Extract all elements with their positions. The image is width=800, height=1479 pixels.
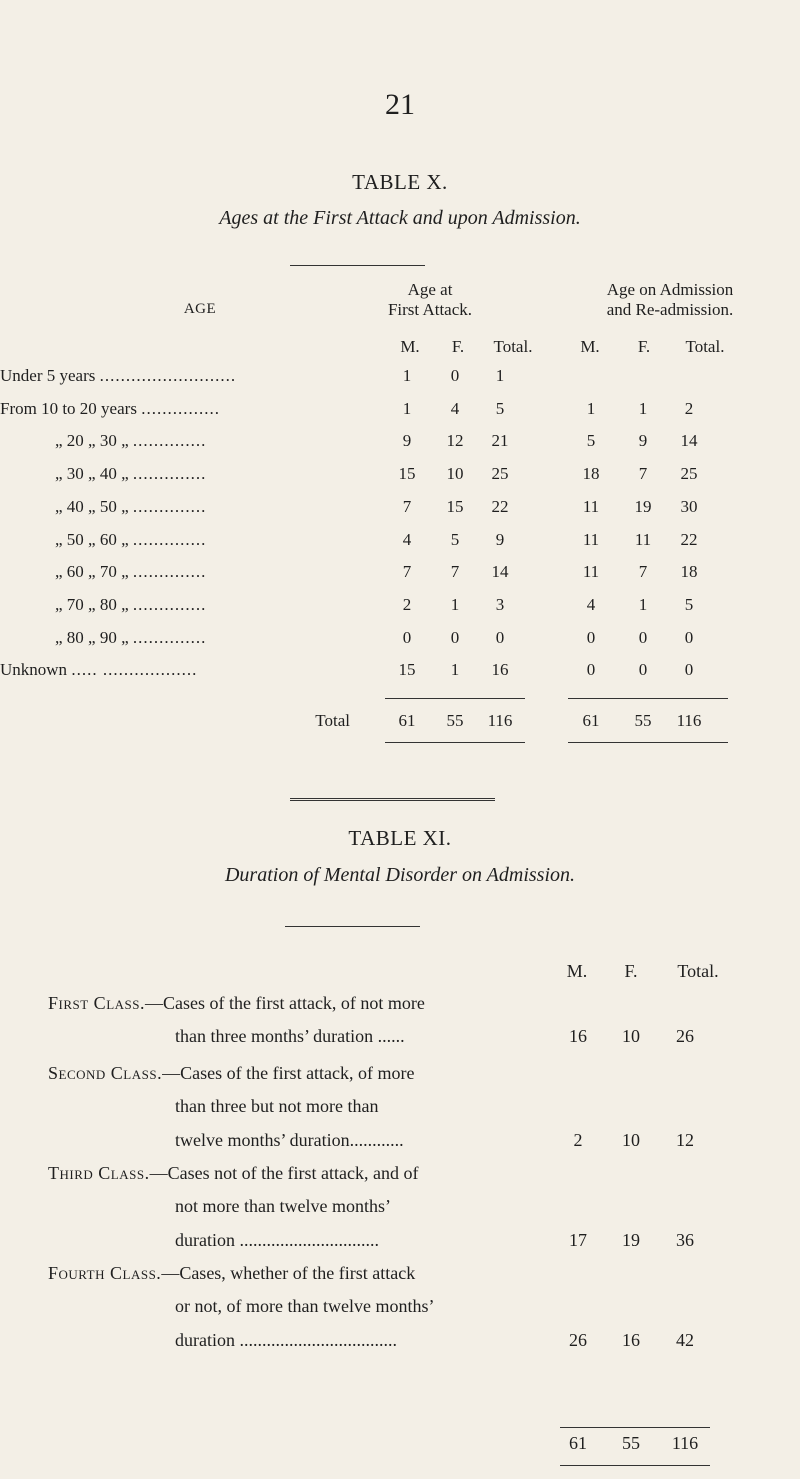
ad-m-cell: 11 xyxy=(582,529,600,549)
table10-top-rule xyxy=(290,265,425,266)
row-label xyxy=(0,399,220,419)
class-desc-line: —Cases, whether of the first attack xyxy=(161,1263,416,1283)
class-desc-line: or not, of more than twelve months’ xyxy=(175,1296,435,1317)
row-label-text: From 10 to 20 years xyxy=(0,398,137,418)
group-admission-line2: and Re-admission. xyxy=(606,300,734,319)
fa-total-cell: 14 xyxy=(491,562,509,582)
ad-total-cell: 14 xyxy=(680,431,698,451)
t11-f-cell: 19 xyxy=(622,1229,640,1250)
section-divider xyxy=(290,798,495,801)
row-label-text: „ 20 „ 30 „ xyxy=(55,431,129,451)
class-desc-line: —Cases of the first attack, of more xyxy=(162,1063,415,1083)
t11-m-cell: 17 xyxy=(569,1229,587,1250)
group-first-attack-line1: Age at xyxy=(407,280,453,299)
class-name: Second Class. xyxy=(48,1063,163,1083)
fa-total-m: 61 xyxy=(398,711,416,730)
t11-f-header: F. xyxy=(624,961,638,981)
ad-m-cell: 18 xyxy=(582,464,600,484)
fa-total-cell: 5 xyxy=(495,398,505,418)
ad-m-cell: 4 xyxy=(586,594,596,614)
row-label xyxy=(0,660,197,680)
fa-m-cell: 7 xyxy=(402,496,412,516)
t11-total-rule xyxy=(560,1427,710,1428)
t11-total-m: 61 xyxy=(569,1433,587,1453)
fa-f-cell: 0 xyxy=(450,366,460,385)
t11-m-cell: 2 xyxy=(573,1129,583,1150)
t11-total-cell: 36 xyxy=(676,1229,694,1250)
ad-total-header: Total. xyxy=(685,337,725,356)
leader-dots: .............. xyxy=(132,627,207,647)
fa-total-cell: 22 xyxy=(491,496,509,516)
fa-f-header: F. xyxy=(451,337,465,356)
ad-total-cell: 2 xyxy=(684,398,694,418)
fa-total-cell: 21 xyxy=(491,431,509,451)
row-label xyxy=(55,595,206,615)
total-label: Total xyxy=(315,711,350,730)
fa-f-cell: 1 xyxy=(450,660,460,680)
ad-m-cell: 1 xyxy=(586,398,596,418)
row-label-text: „ 60 „ 70 „ xyxy=(55,562,129,582)
class-heading-line xyxy=(48,1263,415,1284)
group-admission-header xyxy=(560,280,780,320)
leader-dots: .......................... xyxy=(99,366,237,385)
row-label-text: Unknown xyxy=(0,660,68,680)
ad-m-cell: 11 xyxy=(582,562,600,582)
fa-total-cell: 25 xyxy=(491,464,509,484)
leader-dots: .............. xyxy=(132,529,207,549)
row-label xyxy=(55,628,206,648)
row-label xyxy=(55,530,206,550)
class-desc-line: —Cases not of the first attack, and of xyxy=(149,1163,419,1183)
row-label-text: „ 70 „ 80 „ xyxy=(55,594,129,614)
row-label-text: „ 40 „ 50 „ xyxy=(55,496,129,516)
table10-subtitle: Ages at the First Attack and upon Admission. xyxy=(219,207,581,229)
fa-m-cell: 9 xyxy=(402,431,412,451)
class-desc-line: than three months’ duration ...... xyxy=(175,1026,405,1047)
fa-bottom-rule xyxy=(385,742,525,743)
fa-f-cell: 15 xyxy=(446,496,464,516)
row-label xyxy=(55,497,206,517)
ad-f-cell: 1 xyxy=(638,398,648,418)
row-label xyxy=(55,431,206,451)
ad-f-header: F. xyxy=(637,337,651,356)
row-label-text: „ 50 „ 60 „ xyxy=(55,529,129,549)
ad-m-cell: 0 xyxy=(586,627,596,647)
fa-total-cell: 0 xyxy=(495,627,505,647)
ad-total-rule xyxy=(568,698,728,699)
ad-m-cell: 5 xyxy=(586,431,596,451)
class-desc-line: than three but not more than xyxy=(175,1096,379,1117)
fa-m-cell: 1 xyxy=(402,398,412,418)
leader-dots: ............... xyxy=(141,398,220,418)
fa-f-cell: 0 xyxy=(450,627,460,647)
t11-m-cell: 16 xyxy=(569,1026,587,1047)
class-desc-line: duration ................................... xyxy=(175,1329,397,1350)
class-name: Third Class. xyxy=(48,1163,150,1183)
ad-total-cell: 30 xyxy=(680,496,698,516)
fa-f-cell: 12 xyxy=(446,431,464,451)
t11-total-cell: 26 xyxy=(676,1026,694,1047)
fa-total-cell: 3 xyxy=(495,594,505,614)
fa-total-cell: 1 xyxy=(495,366,505,385)
class-desc-line: duration ............................... xyxy=(175,1229,379,1250)
t11-total-f: 55 xyxy=(622,1433,640,1453)
row-label-text: „ 30 „ 40 „ xyxy=(55,464,129,484)
ad-bottom-rule xyxy=(568,742,728,743)
class-name: Fourth Class. xyxy=(48,1263,162,1283)
col-age-header: AGE xyxy=(183,301,217,317)
ad-total-cell: 0 xyxy=(684,627,694,647)
group-first-attack-header xyxy=(360,280,500,320)
ad-total-cell: 22 xyxy=(680,529,698,549)
ad-f-cell: 19 xyxy=(634,496,652,516)
class-desc-line: —Cases of the first attack, of not more xyxy=(144,993,425,1013)
fa-m-header: M. xyxy=(400,337,420,356)
ad-m-cell: 0 xyxy=(586,660,596,680)
fa-total-rule xyxy=(385,698,525,699)
fa-f-cell: 4 xyxy=(450,398,460,418)
fa-f-cell: 7 xyxy=(450,562,460,582)
ad-f-cell: 7 xyxy=(638,562,648,582)
table11-title: TABLE XI. xyxy=(348,826,452,850)
leader-dots: .............. xyxy=(132,496,207,516)
t11-total-cell: 42 xyxy=(676,1329,694,1350)
ad-f-cell: 7 xyxy=(638,464,648,484)
t11-f-cell: 10 xyxy=(622,1129,640,1150)
leader-dots: .............. xyxy=(132,464,207,484)
ad-total-cell: 0 xyxy=(684,660,694,680)
class-heading-line xyxy=(48,1163,419,1184)
fa-total-total: 116 xyxy=(487,711,513,730)
row-label xyxy=(55,464,206,484)
ad-total-cell: 25 xyxy=(680,464,698,484)
table11-subtitle: Duration of Mental Disorder on Admission. xyxy=(224,864,575,886)
fa-total-cell: 16 xyxy=(491,660,509,680)
leader-dots: .............. xyxy=(132,594,207,614)
row-label-text: Under 5 years xyxy=(0,366,96,385)
t11-m-header: M. xyxy=(566,961,588,981)
fa-total-cell: 9 xyxy=(495,529,505,549)
fa-m-cell: 15 xyxy=(398,660,416,680)
ad-total-cell: 18 xyxy=(680,562,698,582)
t11-f-cell: 16 xyxy=(622,1329,640,1350)
class-heading-line xyxy=(48,1063,415,1084)
ad-total-total: 116 xyxy=(676,711,702,730)
ad-m-header: M. xyxy=(580,337,600,356)
ad-f-cell: 0 xyxy=(638,627,648,647)
fa-total-header: Total. xyxy=(493,337,533,356)
fa-m-cell: 4 xyxy=(402,529,412,549)
t11-f-cell: 10 xyxy=(622,1026,640,1047)
leader-dots: ..... .................. xyxy=(71,660,198,680)
t11-total-total: 116 xyxy=(671,1433,699,1453)
t11-total-header: Total. xyxy=(677,961,719,981)
fa-m-cell: 7 xyxy=(402,562,412,582)
t11-bottom-rule xyxy=(560,1465,710,1466)
row-label xyxy=(55,562,206,582)
group-admission-line1: Age on Admission xyxy=(606,280,734,299)
ad-total-m: 61 xyxy=(582,711,600,730)
ad-f-cell: 9 xyxy=(638,431,648,451)
class-desc-line: twelve months’ duration............ xyxy=(175,1129,404,1150)
class-desc-line: not more than twelve months’ xyxy=(175,1196,391,1217)
class-heading-line xyxy=(48,993,425,1014)
ad-f-cell: 0 xyxy=(638,660,648,680)
fa-m-cell: 0 xyxy=(402,627,412,647)
fa-m-cell: 2 xyxy=(402,594,412,614)
ad-f-cell: 1 xyxy=(638,594,648,614)
fa-m-cell: 15 xyxy=(398,464,416,484)
leader-dots: .............. xyxy=(132,562,207,582)
leader-dots: .............. xyxy=(132,431,207,451)
ad-m-cell: 11 xyxy=(582,496,600,516)
t11-total-cell: 12 xyxy=(676,1129,694,1150)
t11-m-cell: 26 xyxy=(569,1329,587,1350)
fa-f-cell: 10 xyxy=(446,464,464,484)
row-label-text: „ 80 „ 90 „ xyxy=(55,627,129,647)
fa-f-cell: 1 xyxy=(450,594,460,614)
table11-top-rule xyxy=(285,926,420,927)
row-label xyxy=(0,366,236,386)
fa-total-f: 55 xyxy=(446,711,464,730)
ad-total-cell: 5 xyxy=(684,594,694,614)
ad-total-f: 55 xyxy=(634,711,652,730)
class-name: First Class. xyxy=(48,993,145,1013)
ad-f-cell: 11 xyxy=(634,529,652,549)
table10-title: TABLE X. xyxy=(352,170,448,194)
page-number: 21 xyxy=(385,88,415,121)
group-first-attack-line2: First Attack. xyxy=(387,300,473,319)
fa-m-cell: 1 xyxy=(402,366,412,385)
fa-f-cell: 5 xyxy=(450,529,460,549)
